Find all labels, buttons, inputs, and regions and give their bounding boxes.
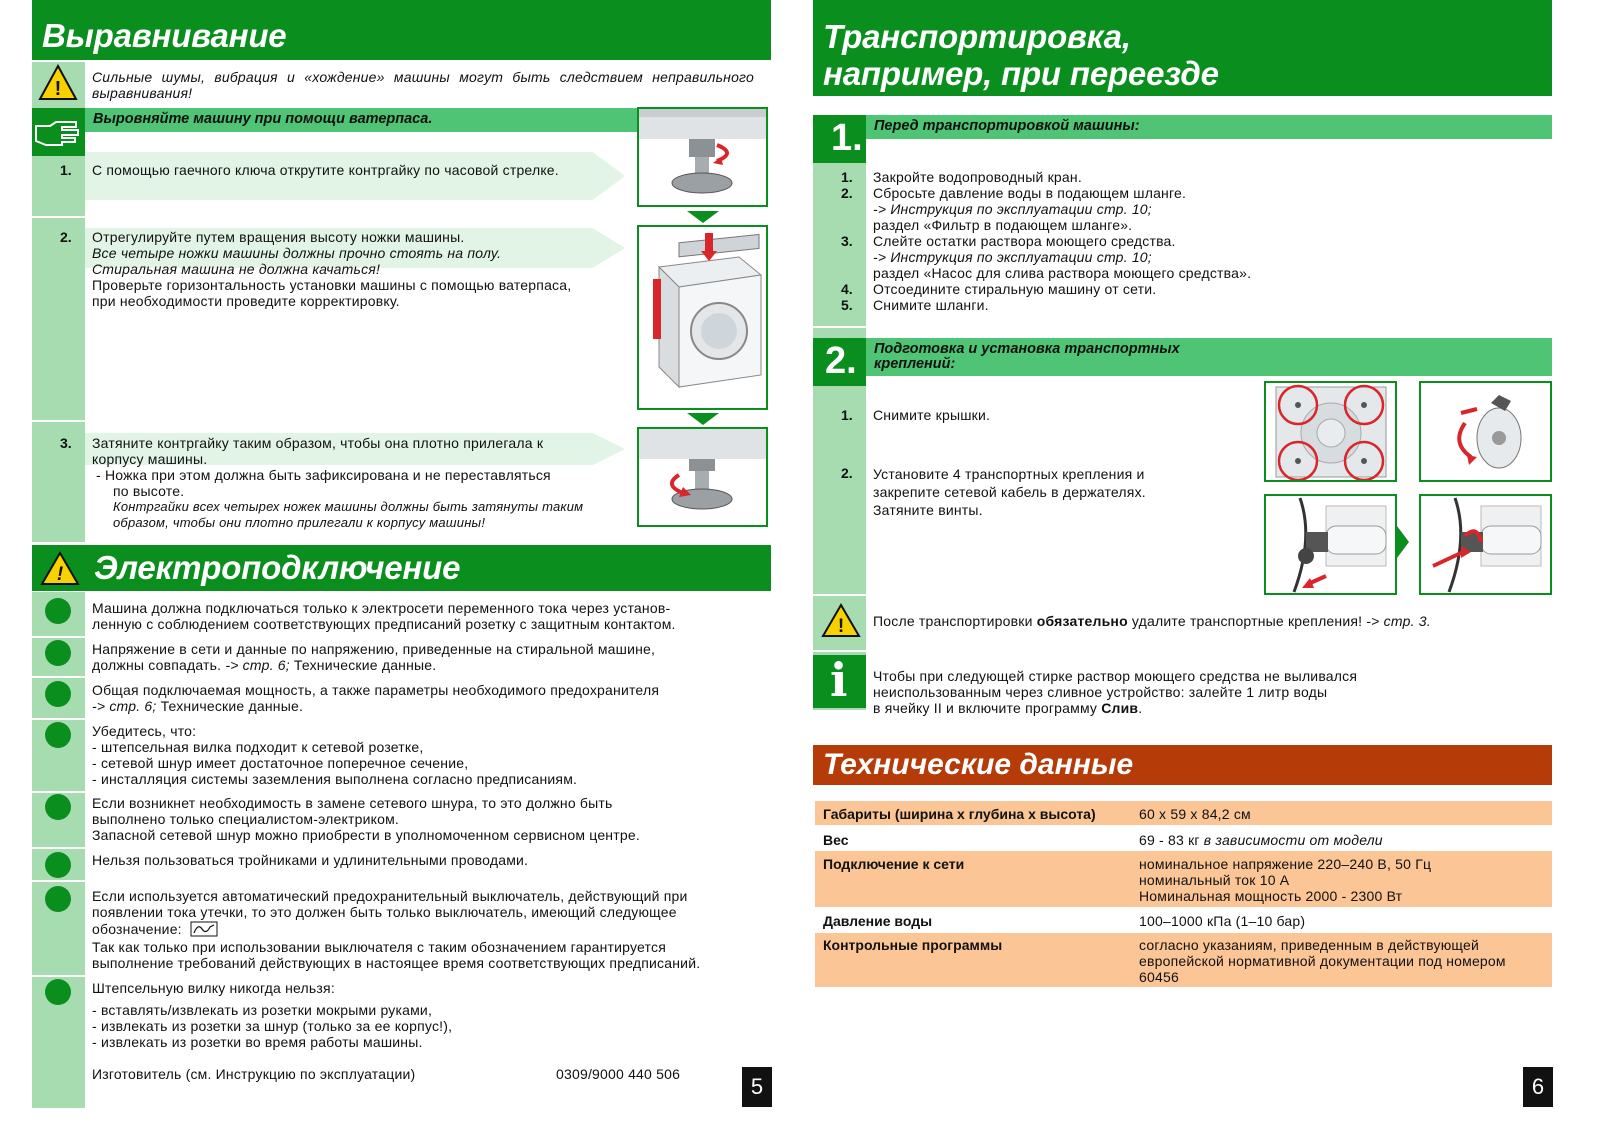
page-ref-link: -> стр. 6;	[92, 698, 157, 714]
tech-header	[813, 745, 1552, 785]
page-ref-link: стр. 3.	[1383, 613, 1431, 629]
electric-p4-line1: Убедитесь, что:	[92, 723, 197, 739]
document-code: 0309/9000 440 506	[556, 1066, 681, 1082]
divider	[813, 594, 866, 596]
electric-p7-line3	[92, 921, 218, 940]
step2-line2: Все четыре ножки машины должны прочно стоять на полу.	[92, 245, 502, 261]
info-icon	[813, 655, 866, 708]
divider	[32, 676, 85, 678]
tech-value-line3: Номинальная мощность 2000 - 2300 Вт	[1139, 888, 1403, 904]
divider	[32, 718, 85, 720]
section2-band-text-line2: креплений:	[874, 356, 956, 372]
transport-warning	[873, 613, 1431, 629]
section1-item-text: раздел «Фильтр в подающем шланге».	[873, 217, 1133, 233]
electric-p8-line4: - извлекать из розетки во время работы машины.	[92, 1034, 423, 1050]
tech-key: Давление воды	[823, 913, 933, 929]
tech-value-line1: согласно указаниям, приведенным в действующей	[1139, 937, 1479, 953]
electric-p8-line1: Штепсельную вилку никогда нельзя:	[92, 980, 335, 996]
divider	[32, 636, 85, 638]
electric-p4-line4: - инсталляция системы заземления выполнена согласно предписаниям.	[92, 771, 578, 787]
section2-item2-line2: закрепите сетевой кабель в держателях.	[873, 484, 1146, 500]
info-line3-text: в ячейку II и включите программу	[873, 700, 1102, 716]
info-line1: Чтобы при следующей стирке раствор моющего средства не выливался	[873, 668, 1358, 684]
section1-item-text: Сбросьте давление воды в подающем шланге.	[873, 185, 1187, 201]
leveling-warning-text: Сильные шумы, вибрация и «хождение» машины могут быть следствием неправильного выравнивания!	[92, 69, 754, 102]
program-name: Слив	[1101, 700, 1139, 716]
step1-number: 1.	[60, 162, 72, 178]
divider	[813, 326, 866, 328]
tech-key: Габариты (ширина x глубина x высота)	[823, 806, 1096, 822]
section1-item-number: 5.	[841, 297, 853, 313]
tech-row-power	[815, 851, 1552, 907]
transport-title-line2: например, при переезде	[823, 55, 1219, 92]
warning-icon	[40, 551, 80, 587]
bullet-dot	[45, 598, 71, 624]
electric-p3-text-end: Технические данные.	[156, 698, 304, 714]
electric-strip	[32, 592, 85, 1108]
tech-value: 60 x 59 x 84,2 см	[1139, 806, 1251, 822]
leveling-band	[85, 108, 638, 132]
info-line3-end: .	[1138, 700, 1143, 716]
section1-number: 1.	[831, 117, 863, 159]
step3-line1: Затяните контргайку таким образом, чтобы она плотно прилегала к	[92, 435, 544, 451]
section1-item-number: 1.	[841, 169, 853, 185]
leveling-warning	[92, 69, 754, 102]
section1-item-text: -> Инструкция по эксплуатации стр. 10;	[873, 249, 1152, 265]
tech-key: Контрольные программы	[823, 937, 1003, 953]
step2-number: 2.	[60, 229, 72, 245]
electric-p1-line2: ленную с соблюдением соответствующих предписаний розетку с защитным контактом.	[92, 616, 676, 632]
bullet-dot	[45, 852, 71, 878]
tech-value-line2: европейской нормативной документации под номером	[1139, 953, 1506, 969]
section1-item-text: -> Инструкция по эксплуатации стр. 10;	[873, 201, 1152, 217]
section2-item2-line3: Затяните винты.	[873, 502, 983, 518]
section1-item-number: 4.	[841, 281, 853, 297]
divider	[32, 975, 85, 977]
electric-p2-text-end: Технические данные.	[289, 657, 437, 673]
divider	[32, 847, 85, 849]
tech-key: Подключение к сети	[823, 856, 965, 872]
electric-p7-line5: выполнение требований действующих в настоящее время соответствующих предписаний.	[92, 955, 701, 971]
section2-band-text-line1: Подготовка и установка транспортных	[874, 341, 1180, 357]
tech-value-text: 69 - 83 кг	[1139, 832, 1204, 848]
step2-line5: при необходимости проведите корректировку.	[92, 293, 400, 309]
step3-line6: образом, чтобы они плотно прилегали к корпусу машины!	[113, 515, 486, 530]
electric-p8-line3: - извлекать из розетки за шнур (только за ее корпус!),	[92, 1018, 453, 1034]
bracket-install-image	[1264, 494, 1397, 595]
transport-warning-text: После транспортировки	[873, 613, 1037, 629]
leveling-title: Выравнивание	[42, 17, 287, 54]
tech-title: Технические данные	[823, 748, 1134, 781]
warning-icon	[38, 64, 78, 102]
transport-title-line1: Транспортировка,	[823, 18, 1131, 55]
divider	[32, 420, 85, 422]
svg-text:!: !	[54, 78, 62, 100]
step3-line2: корпусу машины.	[92, 451, 208, 467]
section1-item-text: раздел «Насос для слива раствора моющего средства».	[873, 265, 1252, 281]
bullet-dot	[45, 681, 71, 707]
right-arrow-icon	[1397, 526, 1409, 558]
leveling-band-text: Выровняйте машину при помощи ватерпаса.	[93, 111, 433, 127]
pointing-hand-icon	[32, 108, 85, 156]
electric-p2-line1: Напряжение в сети и данные по напряжению, приведенные на стиральной машине,	[92, 641, 656, 657]
down-arrow-icon	[687, 211, 719, 223]
section2-item1-number: 1.	[841, 407, 853, 423]
divider	[813, 650, 866, 652]
electric-p4-line2: - штепсельная вилка подходит к сетевой розетке,	[92, 739, 424, 755]
electric-p7-text: обозначение:	[92, 921, 182, 937]
section1-item-text: Отсоедините стиральную машину от сети.	[873, 281, 1157, 297]
step2-line1: Отрегулируйте путем вращения высоту ножки машины.	[92, 229, 465, 245]
section2-item1-text: Снимите крышки.	[873, 407, 991, 423]
step3-number: 3.	[60, 435, 72, 451]
info-line3	[873, 700, 1142, 716]
washer-level-image	[637, 225, 768, 410]
section1-item-number: 2.	[841, 185, 853, 201]
step2-line4: Проверьте горизонтальность установки машины с помощью ватерпаса,	[92, 277, 572, 293]
hand-icon-box	[32, 108, 85, 156]
electric-p5-line2: выполнено только специалистом-электриком.	[92, 811, 399, 827]
tech-row-test-programs	[815, 933, 1552, 987]
electric-p3-line1: Общая подключаемая мощность, а также параметры необходимого предохранителя	[92, 682, 660, 698]
section2-number-box	[813, 338, 866, 386]
electric-p2-text: должны совпадать.	[92, 657, 226, 673]
step2-line3: Стиральная машина не должна качаться!	[92, 261, 381, 277]
step3-line3: - Ножка при этом должна быть зафиксирована и не переставляться	[96, 467, 551, 483]
down-arrow-icon	[687, 413, 719, 425]
step3-line5: Контргайки всех четырех ножек машины должны быть затянуты таким	[113, 499, 584, 514]
warning-icon	[821, 603, 861, 639]
bracket-tighten-image	[1419, 494, 1552, 595]
tech-value	[1139, 832, 1383, 848]
step1-text: С помощью гаечного ключа открутите контргайку по часовой стрелке.	[92, 162, 559, 178]
manufacturer-note: Изготовитель (см. Инструкцию по эксплуатации)	[92, 1066, 416, 1082]
section1-item-text: Слейте остатки раствора моющего средства.	[873, 233, 1176, 249]
electric-p4-line3: - сетевой шнур имеет достаточное поперечное сечение,	[92, 755, 469, 771]
electric-title: Электроподключение	[94, 549, 461, 586]
cover-removal-image	[1419, 381, 1552, 482]
section1-item-text: Снимите шланги.	[873, 297, 989, 313]
info-line2: неиспользованным через сливное устройство: залейте 1 литр воды	[873, 684, 1328, 700]
tech-row-water-pressure	[815, 908, 1552, 932]
section2-item2-line1: Установите 4 транспортных крепления и	[873, 466, 1145, 482]
tech-value-note: в зависимости от модели	[1203, 832, 1383, 848]
electric-p1-line1: Машина должна подключаться только к электросети переменного тока через установ-	[92, 600, 671, 616]
electric-header	[32, 545, 771, 591]
info-icon-letter: i	[830, 653, 848, 707]
electric-p8-line2: - вставлять/извлекать из розетки мокрыми руками,	[92, 1002, 433, 1018]
transport-header	[813, 0, 1552, 96]
electric-p7-line2: появлении тока утечки, то это должен быть только выключатель, имеющий следующее	[92, 904, 677, 920]
foot-lock-image	[637, 427, 768, 527]
section1-number-box	[813, 115, 866, 163]
rcd-symbol-icon	[190, 921, 218, 940]
electric-p6-line1: Нельзя пользоваться тройниками и удлинительными проводами.	[92, 852, 529, 868]
electric-p3-line2	[92, 698, 303, 714]
page-ref-link: -> стр. 6;	[225, 657, 290, 673]
section1-band	[866, 115, 1552, 139]
divider	[32, 791, 85, 793]
foot-unlock-image	[637, 107, 768, 207]
bullet-dot	[45, 886, 71, 912]
tech-row-weight	[815, 826, 1552, 850]
tech-value-line3: 60456	[1139, 969, 1179, 985]
svg-text:!: !	[837, 616, 845, 637]
electric-p7-line1: Если используется автоматический предохранительный выключатель, действующий при	[92, 888, 688, 904]
section1-item-number: 3.	[841, 233, 853, 249]
electric-p7-line4: Так как только при использовании выключателя с таким обозначением гарантируется	[92, 939, 666, 955]
transport-warning-text-2: удалите транспортные крепления! ->	[1127, 613, 1384, 629]
bullet-dot	[45, 640, 71, 666]
tech-value-line2: номинальный ток 10 А	[1139, 872, 1290, 888]
tech-key: Вес	[823, 832, 849, 848]
section2-band	[866, 338, 1552, 376]
bullet-dot	[45, 979, 71, 1005]
divider	[32, 880, 85, 882]
divider	[32, 216, 85, 218]
section1-item-text: Закройте водопроводный кран.	[873, 169, 1082, 185]
section2-number: 2.	[825, 340, 857, 382]
page-number: 6	[1523, 1067, 1553, 1107]
tech-value-line1: номинальное напряжение 220–240 В, 50 Гц	[1139, 856, 1432, 872]
transport-warning-emphasis: обязательно	[1036, 613, 1128, 629]
electric-p2-line2	[92, 657, 436, 673]
section1-band-text: Перед транспортировкой машины:	[874, 118, 1140, 134]
back-panel-covers-image	[1264, 381, 1397, 482]
leveling-header	[32, 0, 771, 60]
electric-p5-line3: Запасной сетевой шнур можно приобрести в уполномоченном сервисном центре.	[92, 827, 640, 843]
section2-item2-number: 2.	[841, 465, 853, 481]
bullet-dot	[45, 722, 71, 748]
step3-line4: по высоте.	[113, 483, 185, 499]
svg-text:!: !	[56, 564, 64, 585]
tech-value: 100–1000 кПа (1–10 бар)	[1139, 913, 1306, 929]
page-number: 5	[742, 1067, 772, 1107]
tech-row-dimensions	[815, 801, 1552, 825]
electric-p5-line1: Если возникнет необходимость в замене сетевого шнура, то это должно быть	[92, 795, 613, 811]
bullet-dot	[45, 794, 71, 820]
